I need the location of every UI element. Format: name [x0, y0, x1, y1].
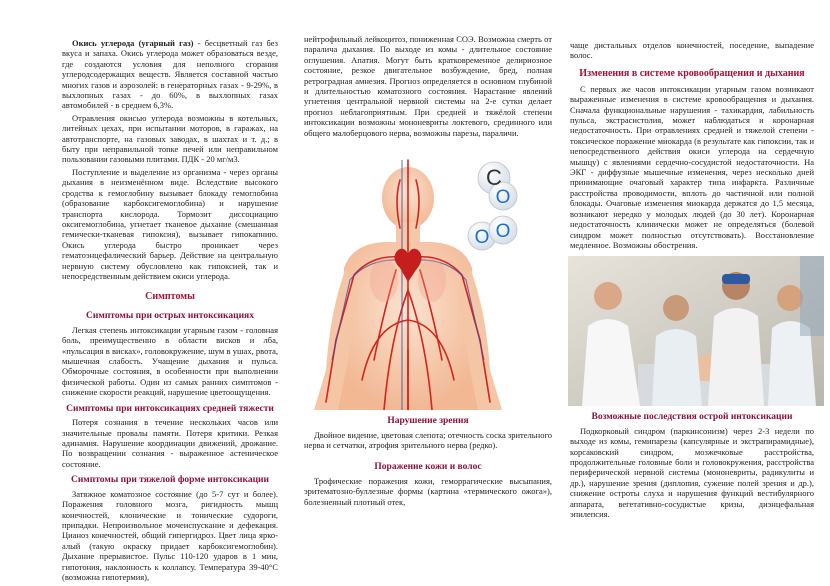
severe-heading: Симптомы при тяжелой форме интоксикации	[70, 475, 270, 486]
medium-text: Потеря сознания в течение нескольких часов или значительные провалы памяти. Потеря критики. Резкая адинамия. Нарушение координации движений, дрожание. По возвращении сознания - выраженное астеническое состояние.	[62, 417, 278, 469]
column-middle	[284, 0, 556, 586]
medium-heading: Симптомы при интоксикациях средней тяжести	[66, 403, 274, 414]
skin-heading: Поражение кожи и волос	[374, 462, 482, 473]
acute-text: Легкая степень интоксикации угарным газом - головная боль, преимущественно в области висков и лба, «пульсация в висках», головокружение, шум в ушах, рвота, мышечная слабость. Учащение дыхания и пульса. Обморочные состояния, в особенности при выполнении физической работы. Один из самых ранних симптомов - снижение скорости реакций, нарушение цветоощущения.	[62, 324, 278, 398]
medical-team-photo	[568, 256, 824, 406]
molecule-c-label: C	[486, 165, 502, 191]
molecule-o-label: O	[495, 187, 511, 209]
mechanism-paragraph: Поступление и выделение из организма - через органы дыхания в неизменённом виде. Вследствие высокого сродства к гемоглобину вызывает блокаду гемоглобина (образование карбоксигемоглобина) и нарушение транспорта кислорода. Тормозит диссоциацию оксигемоглобина, угнетает тканевое дыхание (смешанная гемически-тканевая гипоксия), вызывает гипокапнию. Окись углерода быстро проникает через гематоэнцефалический барьер. Действие на центральную нервную систему обусловлено как гипоксией, так и непосредственным действием окиси углерода.	[62, 166, 278, 281]
doctors-photo-image	[568, 256, 824, 406]
acute-heading: Симптомы при острых интоксикациях	[86, 311, 254, 322]
body-circulation-illustration	[304, 140, 556, 410]
circulation-heading: Изменения в системе кровообращения и дыхания	[579, 67, 805, 79]
circulation-text: С первых же часов интоксикации угарным газом возникают выраженные изменения в системе кровообращения и дыхания. Сначала функциональные нарушения - тахикардия, лабильность пульса, экстрасистолия, может наблюдаться и коронарная недостаточность. При отравлениях средней и тяжелой степени - токсическое поражение миокарда (в результате как гипоксии, так и непосредственного действия окиси углерода на сердечную мышцу) с явлениями сердечно-сосудистой недостаточности. На ЭКГ - диффузные мышечные изменения, через несколько дней принимающие очаговый характер типа инфаркта. Различные расстройства проводимости, вплоть до частичной или полной блокады. Очаговые изменения миокарда держатся до 1,5 месяца, возникают нередко у молодых людей (до 30 лет). Коронарная недостаточность клинически может не определяться (болевой синдром может полностью отсутствовать). Восстановление медленное. Возможны обострения.	[570, 83, 814, 250]
symptoms-heading: Симптомы	[145, 291, 195, 303]
intro-lead: Окись углерода (угарный газ)	[72, 38, 194, 48]
coma-continuation-text: нейтрофильный лейкоцитоз, пониженная СОЭ. Возможна смерть от паралича дыхания. По выходе из комы - длительное состояние оглушения. Апатия. Могут быть кратковременное делириозное состояние, резкое двигательное возбуждение, бред, полная ретроградная амнезия. Прогноз определяется в основном глубиной и длительностью коматозного состояния. Нарастание явлений угнетения центральной нервной системы на 2-е сутки делает прогноз неблагоприятным. При средней и тяжёлой степени интоксикации возможны мононевриты локтевого, срединного или общего малоберцового нерва, возможны парезы, параличи.	[304, 34, 552, 138]
consequences-heading: Возможные последствия острой интоксикации	[591, 412, 793, 423]
skin-continuation-text: чаще дистальных отделов конечностей, поседение, выпадение волос.	[570, 40, 814, 61]
sources-paragraph: Отравления окисью углерода возможны в котельных, литейных цехах, при испытании моторов, в гаражах, на автотранспорте, на газовых заводах, в шахтах и т. д.; в быту при неправильной топке печей или неправильном пользовании газовыми плитами. ПДК - 20 мг/м3.	[62, 112, 278, 165]
skin-text: Трофические поражения кожи, геморрагические высыпания, эритематозно-буллезные формы (картина «термического ожога»), болезненный плотный отек,	[304, 475, 552, 507]
column-left	[0, 0, 282, 586]
consequences-text: Подкорковый синдром (паркинсонизм) через 2-3 недели по выходе из комы, гемипарезы (капсулярные и экстрапирамидные), корсаковский синдром, мозжечковые расстройства, продолжительные головные боли и головокружения, расстройства периферической нервной системы (мононевриты, радикулиты и др.), нарушение зрения (диплопия, сужение полей зрения и др.), снижение остроты слуха и нарушения функций вестибулярного аппарата, вегетативно-сосудистые кризы, диэнцефальная эпилепсия.	[570, 425, 814, 520]
molecule-o-label: O	[474, 227, 490, 249]
vision-heading: Нарушение зрения	[387, 416, 469, 427]
vision-text: Двойное видение, цветовая слепота; отечность соска зрительного нерва и сетчатки, атрофия зрительного нерва (редко).	[304, 429, 552, 450]
molecule-o-label: O	[495, 221, 511, 243]
severe-text: Затяжное коматозное состояние (до 5-7 сут и более). Поражения головного мозга, ригидность мышц конечностей, клонические и тонические судороги, припадки. Непроизвольное мочеиспускание и дефекация. Цианоз конечностей, общий гипергидроз. Цвет лица ярко-алый (такую окраску придает карбоксигемоглобин). Дыхание прерывистое. Пульс 110-120 ударов в 1 мин, гипотония, наклонность к коллапсу. Температура 39-40°С (возможна гипотермия),	[62, 488, 278, 582]
intro-rest: - бесцветный газ без вкуса и запаха. Окись углерода может образоваться везде, где создаются условия для неполного сгорания углеродсодержащих веществ. Является составной частью многих газов и аэрозолей: в генераторных газах - 9-29%, в выхлопных газах - до 60%, в выхлопных газах автомобилей - в среднем 6,3%.	[62, 38, 278, 111]
intro-paragraph	[62, 38, 278, 111]
body-figure-image	[304, 140, 556, 410]
column-right	[558, 0, 830, 586]
